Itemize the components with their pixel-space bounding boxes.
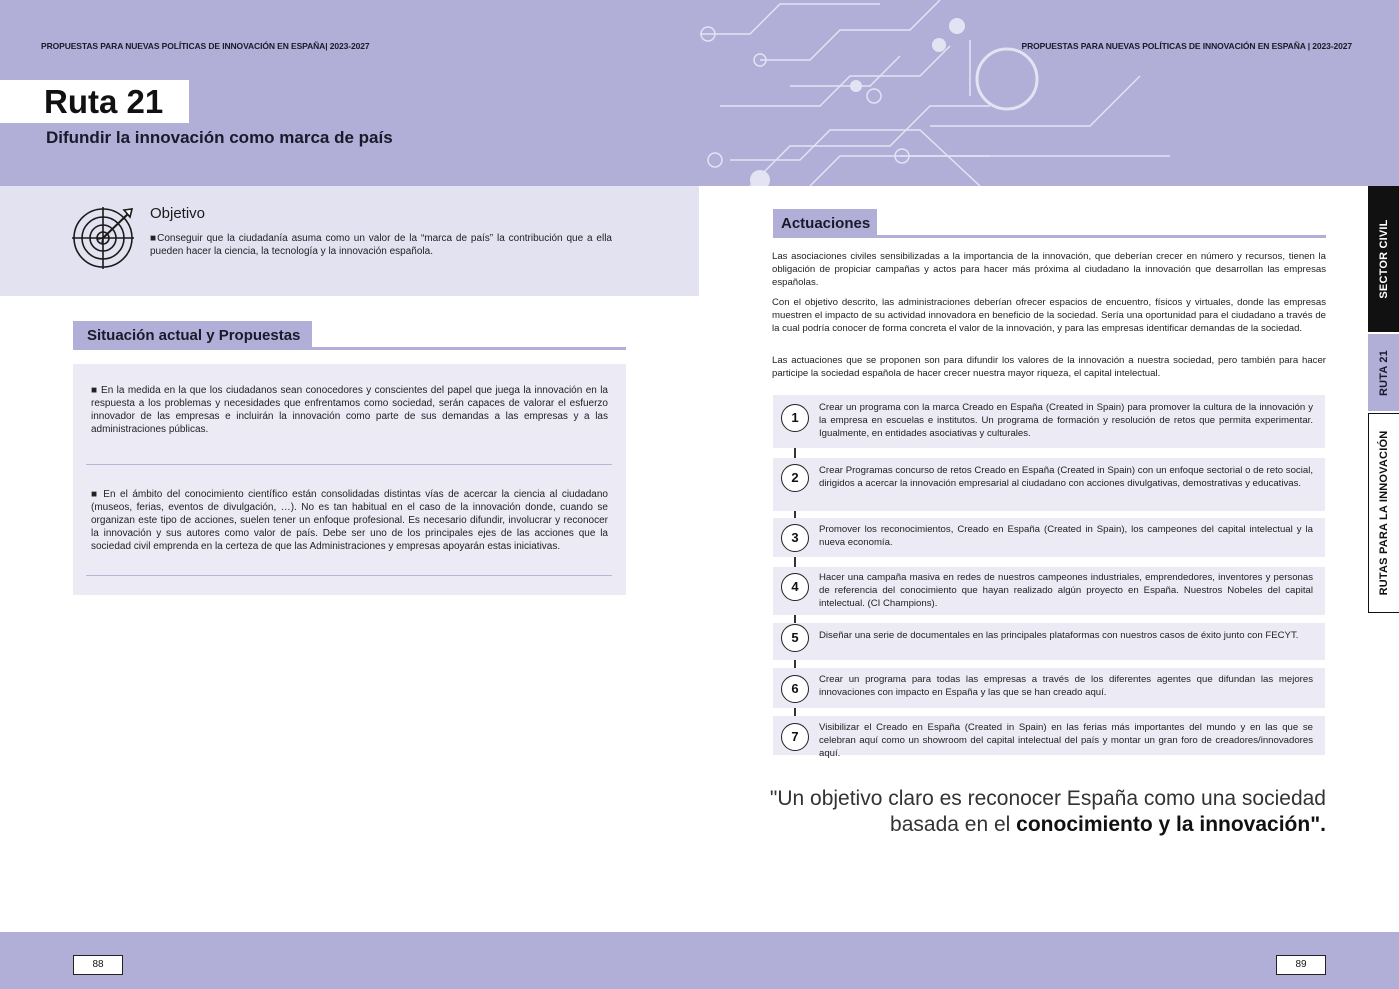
action-step — [773, 458, 1325, 511]
action-step — [773, 395, 1325, 448]
objective-text: ■Conseguir que la ciudadanía asuma como un valor de la “marca de país” la contribución que a ella pueden hacer la ciencia, la tecnología y la innovación española. — [150, 233, 612, 257]
circuit-decoration — [690, 0, 1190, 186]
action-step-number: 6 — [781, 675, 809, 703]
action-step-text: Crear un programa con la marca Creado en España (Created in Spain) para promover la cultura de la innovación y la empresa en escuelas e institutos. Un programa de formación y resolución de retos que permita experimentar. Igualmente, en entidades asociativas y culturales. — [819, 402, 1313, 439]
actions-underline — [773, 235, 1326, 238]
action-step-number: 4 — [781, 573, 809, 601]
running-head-left: PROPUESTAS PARA NUEVAS POLÍTICAS DE INNOVACIÓN EN ESPAÑA| 2023-2027 — [41, 41, 370, 51]
page-number-left: 88 — [73, 955, 123, 975]
action-step — [773, 668, 1325, 708]
pull-quote-prefix: basada en el — [890, 813, 1017, 836]
footer-band — [0, 932, 1399, 989]
side-tab-ruta-21-label: RUTA 21 — [1377, 349, 1390, 396]
action-step-text: Visibilizar el Creado en España (Created in Spain) en las ferias más importantes del mundo y en las que se celebran aquí como un showroom del capital intelectual del país y montar un gran foro de creadores/innovadores aquí. — [819, 722, 1313, 759]
situation-underline — [73, 347, 626, 350]
action-step — [773, 623, 1325, 660]
actions-heading: Actuaciones — [773, 209, 877, 238]
target-icon — [72, 207, 138, 269]
header-band — [0, 0, 1399, 186]
action-step — [773, 518, 1325, 557]
action-step-text: Diseñar una serie de documentales en las principales plataformas con nuestros casos de éxito junto con FECYT. — [819, 630, 1299, 641]
action-step-text: Crear Programas concurso de retos Creado en España (Created in Spain) con un enfoque sectorial o de reto social, dirigidos a acercar la innovación empresarial al ciudadano con acciones divulgativas, demostrativas y educativas. — [819, 465, 1313, 489]
side-tab-sector-civil-label: SECTOR CIVIL — [1377, 219, 1390, 299]
action-step-number: 5 — [781, 624, 809, 652]
action-step-text: Promover los reconocimientos, Creado en España (Created in Spain), los campeones del capital intelectual y la nueva economía. — [819, 524, 1313, 548]
situation-paragraph-1: ■ En la medida en la que los ciudadanos sean conocedores y conscientes del papel que juega la innovación en la respuesta a los problemas y necesidades que enfrentamos como sociedad, serán capaces de valorar el esfuerzo innovador de las empresas e incluirán la innovación como parte de sus demandas a las empresas y a las administraciones públicas. — [91, 385, 608, 435]
pull-quote-line-1: "Un objetivo claro es reconocer España como una sociedad — [769, 787, 1326, 810]
situation-heading: Situación actual y Propuestas — [73, 321, 312, 350]
actions-intro-3: Las actuaciones que se proponen son para difundir los valores de la innovación a nuestra sociedad, pero también para hacer participe la sociedad española de hacer crecer nuestra mayor riqueza, el capital intelectual. — [772, 355, 1326, 379]
side-tab-rutas-innovacion[interactable] — [1368, 413, 1399, 613]
action-step-number: 1 — [781, 404, 809, 432]
action-step-number: 2 — [781, 464, 809, 492]
side-tab-ruta-21[interactable] — [1368, 334, 1399, 411]
action-step-number: 7 — [781, 723, 809, 751]
action-step — [773, 716, 1325, 759]
situation-paragraph-2: ■ En el ámbito del conocimiento científico están consolidadas distintas vías de acercar la ciencia al ciudadano (museos, ferias, eventos de divulgación, …). No es tan habitual en el caso de la innovación donde, cuando se organizan este tipo de acciones, suelen tener un enfoque profesional. Es necesario difundir, involucrar y reconocer la innovación y sus autores como valor de país. Debe ser uno de los principales ejes de las acciones que la sociedad civil emprenda en la certeza de que las Administraciones y empresas apoyarán estas iniciativas. — [91, 489, 608, 552]
actions-intro-2: Con el objetivo descrito, las administraciones deberían ofrecer espacios de encuentro, físicos y virtuales, donde las empresas muestren el impacto de su actividad innovadora en beneficio de la sociedad. Sería una oportunidad para el ciudadano a través de la cual podría conocer de forma concreta el valor de la innovación, y para las empresas identificar demandas de la sociedad. — [772, 297, 1326, 334]
action-step-number: 3 — [781, 524, 809, 552]
actions-intro-1: Las asociaciones civiles sensibilizadas a la importancia de la innovación, que deberían crecer en número y recursos, tienen la obligación de propiciar campañas y actos para hacer más próxima al ciudadano la innovación que desarrollan las empresas españolas. — [772, 251, 1326, 288]
situation-divider-2 — [86, 575, 612, 576]
action-step — [773, 567, 1325, 615]
action-step-text: Crear un programa para todas las empresas a través de los diferentes agentes que difundan las mejores innovaciones con impacto en España y las que se han creado aquí. — [819, 674, 1313, 698]
running-head-right: PROPUESTAS PARA NUEVAS POLÍTICAS DE INNOVACIÓN EN ESPAÑA | 2023-2027 — [1021, 41, 1352, 51]
page-title: Ruta 21 — [44, 83, 164, 120]
page-subtitle: Difundir la innovación como marca de país — [46, 128, 393, 147]
pull-quote-emphasis: conocimiento y la innovación". — [1016, 813, 1326, 836]
pull-quote-line-2 — [766, 812, 1326, 838]
side-tab-sector-civil[interactable] — [1368, 186, 1399, 332]
side-tab-rutas-innovacion-label: RUTAS PARA LA INNOVACIÓN — [1378, 430, 1390, 596]
page-number-right: 89 — [1276, 955, 1326, 975]
objective-heading: Objetivo — [150, 205, 206, 222]
action-step-text: Hacer una campaña masiva en redes de nuestros campeones industriales, emprendedores, inventores y personas de referencia del conocimiento que hayan realizado algún proyecto en España. Nuestros Nobeles del capital intelectual. (CI Champions). — [819, 572, 1313, 609]
pull-quote — [766, 786, 1326, 838]
situation-divider-1 — [86, 464, 612, 465]
